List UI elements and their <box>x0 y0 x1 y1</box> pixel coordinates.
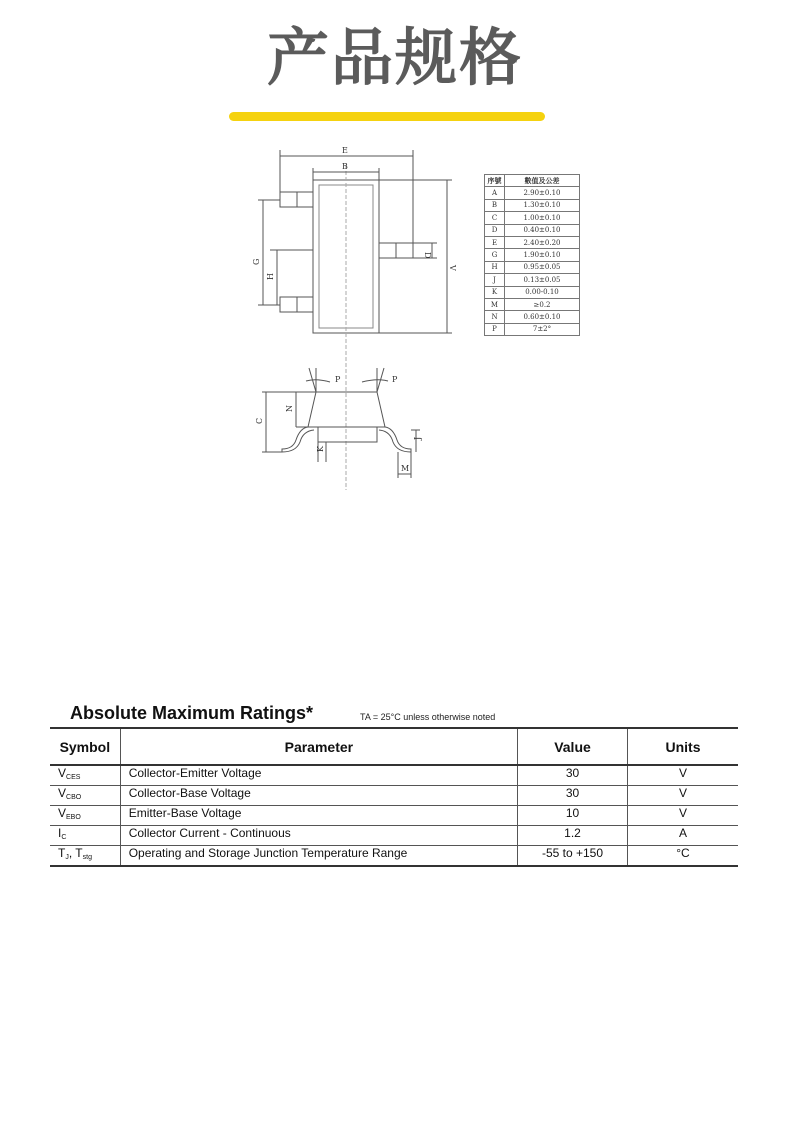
lead-side-left <box>282 427 314 452</box>
value-cell: 30 <box>518 765 628 786</box>
dim-label-m: M <box>401 464 410 473</box>
dim-value: 0.13±0.05 <box>505 274 580 286</box>
table-row <box>50 826 738 846</box>
dim-code: C <box>485 212 505 224</box>
dimension-row <box>485 274 580 286</box>
header-value: Value <box>518 728 628 765</box>
dim-code: M <box>485 298 505 310</box>
parameter-cell: Emitter-Base Voltage <box>120 806 517 826</box>
ratings-note: TA = 25°C unless otherwise noted <box>360 712 496 722</box>
units-cell: V <box>627 786 738 806</box>
dim-label-c: C <box>255 417 264 424</box>
dimension-row <box>485 224 580 236</box>
dim-label-p-left: P <box>335 375 341 384</box>
lead-side-right <box>379 427 411 452</box>
dimension-table <box>484 174 580 336</box>
units-cell: V <box>627 806 738 826</box>
symbol-cell: $V_{CBO}$ <box>50 786 120 806</box>
dim-code: P <box>485 323 505 335</box>
dim-label-k: K <box>316 446 325 452</box>
dim-label-d: D <box>423 252 432 259</box>
dimension-row <box>485 199 580 211</box>
units-cell: A <box>627 826 738 846</box>
header-parameter: Parameter <box>120 728 517 765</box>
dim-code: A <box>485 187 505 199</box>
symbol-cell: $I_C$ <box>50 826 120 846</box>
dim-value: 2.40±0.20 <box>505 236 580 248</box>
dimension-row <box>485 212 580 224</box>
dim-code: B <box>485 199 505 211</box>
dim-header-code: 序號 <box>485 175 505 187</box>
parameter-cell: Collector-Emitter Voltage <box>120 765 517 786</box>
dim-code: N <box>485 311 505 323</box>
parameter-cell: Operating and Storage Junction Temperature Range <box>120 846 517 867</box>
parameter-cell: Collector Current - Continuous <box>120 826 517 846</box>
table-row <box>50 846 738 867</box>
dim-value: 2.90±0.10 <box>505 187 580 199</box>
dimension-table-header <box>485 175 580 187</box>
package-body-side-view <box>308 392 385 427</box>
dim-code: H <box>485 261 505 273</box>
dim-label-e: E <box>342 146 348 155</box>
value-cell: 1.2 <box>518 826 628 846</box>
dim-label-n: N <box>285 405 294 412</box>
header-symbol: Symbol <box>50 728 120 765</box>
dimension-row <box>485 249 580 261</box>
symbol-cell: $T_J$, $T_{stg}$ <box>50 846 120 867</box>
table-row <box>50 786 738 806</box>
dim-label-j: J <box>413 436 422 440</box>
dim-value: ≥0.2 <box>505 298 580 310</box>
symbol-cell: $V_{CES}$ <box>50 765 120 786</box>
dimension-row <box>485 261 580 273</box>
ratings-title: Absolute Maximum Ratings* <box>70 703 314 723</box>
table-row <box>50 806 738 826</box>
dim-label-h: H <box>266 273 275 280</box>
value-cell: 10 <box>518 806 628 826</box>
dim-header-value: 數值及公差 <box>505 175 580 187</box>
units-cell: V <box>627 765 738 786</box>
dimension-row <box>485 236 580 248</box>
dim-code: E <box>485 236 505 248</box>
ratings-table <box>50 727 738 867</box>
dim-value: 0.00-0.10 <box>505 286 580 298</box>
value-cell: -55 to +150 <box>518 846 628 867</box>
dim-value: 0.95±0.05 <box>505 261 580 273</box>
header-units: Units <box>627 728 738 765</box>
dim-label-g: G <box>252 258 261 265</box>
dimension-row <box>485 187 580 199</box>
dim-value: 1.90±0.10 <box>505 249 580 261</box>
value-cell: 30 <box>518 786 628 806</box>
dim-label-b: B <box>342 162 348 171</box>
dim-label-v: V <box>448 265 457 271</box>
dim-code: G <box>485 249 505 261</box>
dim-value: 1.30±0.10 <box>505 199 580 211</box>
dim-code: D <box>485 224 505 236</box>
dimension-row <box>485 286 580 298</box>
dimension-row <box>485 298 580 310</box>
dim-value: 1.00±0.10 <box>505 212 580 224</box>
units-cell: °C <box>627 846 738 867</box>
dim-value: 0.40±0.10 <box>505 224 580 236</box>
dim-value: 0.60±0.10 <box>505 311 580 323</box>
parameter-cell: Collector-Base Voltage <box>120 786 517 806</box>
ratings-header-row <box>50 728 738 765</box>
dimension-row <box>485 323 580 335</box>
dim-value: 7±2° <box>505 323 580 335</box>
table-row <box>50 765 738 786</box>
page-title: 产品规格 <box>266 21 523 94</box>
symbol-cell: $V_{EBO}$ <box>50 806 120 826</box>
dim-code: J <box>485 274 505 286</box>
dimension-row <box>485 311 580 323</box>
dim-label-p-right: P <box>392 375 398 384</box>
dim-code: K <box>485 286 505 298</box>
